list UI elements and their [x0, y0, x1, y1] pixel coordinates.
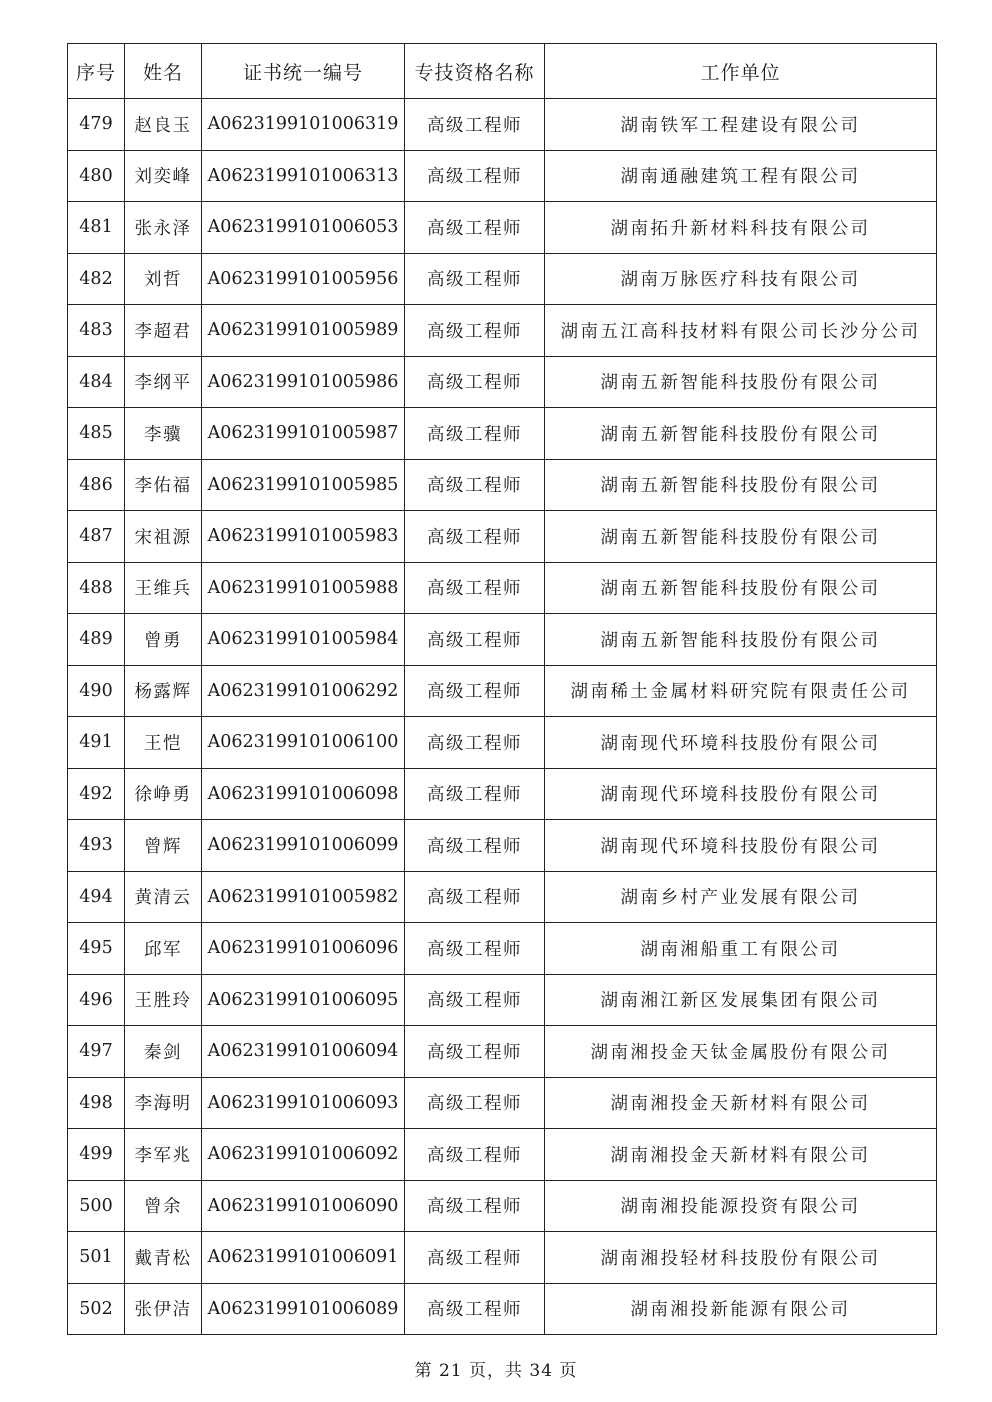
- name-cell: 李军兆: [125, 1129, 202, 1181]
- header-serial: 序号: [68, 44, 125, 99]
- name-cell: 曾勇: [125, 614, 202, 666]
- qualification-cell: 高级工程师: [405, 974, 545, 1026]
- employer-cell: 湖南五新智能科技股份有限公司: [545, 356, 937, 408]
- serial-cell: 485: [68, 408, 125, 460]
- name-cell: 秦剑: [125, 1026, 202, 1078]
- table-row: [68, 1026, 937, 1078]
- qualification-cell: 高级工程师: [405, 253, 545, 305]
- serial-cell: 500: [68, 1180, 125, 1232]
- qualification-cell: 高级工程师: [405, 1077, 545, 1129]
- table-row: [68, 1283, 937, 1335]
- name-cell: 刘奕峰: [125, 150, 202, 202]
- table-row: [68, 253, 937, 305]
- name-cell: 李佑福: [125, 459, 202, 511]
- certificate-number-cell: A0623199101005987: [202, 408, 405, 460]
- qualification-cell: 高级工程师: [405, 459, 545, 511]
- qualification-cell: 高级工程师: [405, 768, 545, 820]
- employer-cell: 湖南五新智能科技股份有限公司: [545, 459, 937, 511]
- employer-cell: 湖南湘投新能源有限公司: [545, 1283, 937, 1335]
- header-name: 姓名: [125, 44, 202, 99]
- employer-cell: 湖南湘投金天新材料有限公司: [545, 1129, 937, 1181]
- table-row: [68, 768, 937, 820]
- employer-cell: 湖南通融建筑工程有限公司: [545, 150, 937, 202]
- certificate-number-cell: A0623199101006100: [202, 717, 405, 769]
- header-qualification: 专技资格名称: [405, 44, 545, 99]
- serial-cell: 486: [68, 459, 125, 511]
- serial-cell: 501: [68, 1232, 125, 1284]
- qualification-cell: 高级工程师: [405, 356, 545, 408]
- employer-cell: 湖南五新智能科技股份有限公司: [545, 614, 937, 666]
- name-cell: 杨露辉: [125, 665, 202, 717]
- employer-cell: 湖南五江高科技材料有限公司长沙分公司: [545, 305, 937, 357]
- name-cell: 李海明: [125, 1077, 202, 1129]
- serial-cell: 498: [68, 1077, 125, 1129]
- certificate-number-cell: A0623199101006093: [202, 1077, 405, 1129]
- employer-cell: 湖南湘投轻材科技股份有限公司: [545, 1232, 937, 1284]
- certificate-number-cell: A0623199101006089: [202, 1283, 405, 1335]
- qualification-cell: 高级工程师: [405, 305, 545, 357]
- certificate-number-cell: A0623199101006090: [202, 1180, 405, 1232]
- qualification-cell: 高级工程师: [405, 820, 545, 872]
- serial-cell: 490: [68, 665, 125, 717]
- name-cell: 徐峥勇: [125, 768, 202, 820]
- certificate-number-cell: A0623199101006099: [202, 820, 405, 872]
- serial-cell: 489: [68, 614, 125, 666]
- employer-cell: 湖南五新智能科技股份有限公司: [545, 562, 937, 614]
- serial-cell: 480: [68, 150, 125, 202]
- table-row: [68, 923, 937, 975]
- serial-cell: 482: [68, 253, 125, 305]
- name-cell: 王维兵: [125, 562, 202, 614]
- employer-cell: 湖南现代环境科技股份有限公司: [545, 820, 937, 872]
- qualification-cell: 高级工程师: [405, 99, 545, 151]
- qualification-cell: 高级工程师: [405, 1180, 545, 1232]
- employer-cell: 湖南五新智能科技股份有限公司: [545, 408, 937, 460]
- name-cell: 邱军: [125, 923, 202, 975]
- certificate-table: [67, 43, 937, 1335]
- table-row: [68, 150, 937, 202]
- name-cell: 李超君: [125, 305, 202, 357]
- table-row: [68, 717, 937, 769]
- certificate-number-cell: A0623199101006313: [202, 150, 405, 202]
- table-row: [68, 820, 937, 872]
- qualification-cell: 高级工程师: [405, 1129, 545, 1181]
- qualification-cell: 高级工程师: [405, 665, 545, 717]
- name-cell: 王恺: [125, 717, 202, 769]
- certificate-number-cell: A0623199101006292: [202, 665, 405, 717]
- table-row: [68, 614, 937, 666]
- table-row: [68, 1180, 937, 1232]
- name-cell: 宋祖源: [125, 511, 202, 563]
- employer-cell: 湖南湘江新区发展集团有限公司: [545, 974, 937, 1026]
- name-cell: 曾余: [125, 1180, 202, 1232]
- name-cell: 戴青松: [125, 1232, 202, 1284]
- name-cell: 黄清云: [125, 871, 202, 923]
- table-row: [68, 871, 937, 923]
- page-number: 第 21 页，共 34 页: [414, 1361, 578, 1381]
- certificate-number-cell: A0623199101006319: [202, 99, 405, 151]
- certificate-number-cell: A0623199101006095: [202, 974, 405, 1026]
- employer-cell: 湖南湘投金天新材料有限公司: [545, 1077, 937, 1129]
- serial-cell: 483: [68, 305, 125, 357]
- serial-cell: 481: [68, 202, 125, 254]
- qualification-cell: 高级工程师: [405, 1283, 545, 1335]
- certificate-number-cell: A0623199101006053: [202, 202, 405, 254]
- serial-cell: 499: [68, 1129, 125, 1181]
- certificate-number-cell: A0623199101006096: [202, 923, 405, 975]
- name-cell: 张永泽: [125, 202, 202, 254]
- table-row: [68, 459, 937, 511]
- name-cell: 曾辉: [125, 820, 202, 872]
- qualification-cell: 高级工程师: [405, 717, 545, 769]
- employer-cell: 湖南乡村产业发展有限公司: [545, 871, 937, 923]
- serial-cell: 495: [68, 923, 125, 975]
- employer-cell: 湖南五新智能科技股份有限公司: [545, 511, 937, 563]
- table-row: [68, 1232, 937, 1284]
- name-cell: 李骥: [125, 408, 202, 460]
- serial-cell: 484: [68, 356, 125, 408]
- employer-cell: 湖南拓升新材料科技有限公司: [545, 202, 937, 254]
- qualification-cell: 高级工程师: [405, 202, 545, 254]
- table-row: [68, 1077, 937, 1129]
- header-row: [68, 44, 937, 99]
- serial-cell: 497: [68, 1026, 125, 1078]
- table-row: [68, 356, 937, 408]
- table-row: [68, 305, 937, 357]
- certificate-number-cell: A0623199101005982: [202, 871, 405, 923]
- employer-cell: 湖南湘投金天钛金属股份有限公司: [545, 1026, 937, 1078]
- serial-cell: 493: [68, 820, 125, 872]
- certificate-number-cell: A0623199101006098: [202, 768, 405, 820]
- name-cell: 赵良玉: [125, 99, 202, 151]
- certificate-number-cell: A0623199101005984: [202, 614, 405, 666]
- name-cell: 王胜玲: [125, 974, 202, 1026]
- qualification-cell: 高级工程师: [405, 614, 545, 666]
- serial-cell: 502: [68, 1283, 125, 1335]
- serial-cell: 494: [68, 871, 125, 923]
- table-row: [68, 1129, 937, 1181]
- serial-cell: 479: [68, 99, 125, 151]
- employer-cell: 湖南万脉医疗科技有限公司: [545, 253, 937, 305]
- name-cell: 李纲平: [125, 356, 202, 408]
- qualification-cell: 高级工程师: [405, 511, 545, 563]
- certificate-number-cell: A0623199101006091: [202, 1232, 405, 1284]
- certificate-number-cell: A0623199101005988: [202, 562, 405, 614]
- employer-cell: 湖南湘投能源投资有限公司: [545, 1180, 937, 1232]
- certificate-number-cell: A0623199101005956: [202, 253, 405, 305]
- serial-cell: 491: [68, 717, 125, 769]
- name-cell: 刘哲: [125, 253, 202, 305]
- header-certificate-number: 证书统一编号: [202, 44, 405, 99]
- qualification-cell: 高级工程师: [405, 923, 545, 975]
- certificate-number-cell: A0623199101006094: [202, 1026, 405, 1078]
- certificate-number-cell: A0623199101005985: [202, 459, 405, 511]
- header-employer: 工作单位: [545, 44, 937, 99]
- table-row: [68, 665, 937, 717]
- serial-cell: 488: [68, 562, 125, 614]
- employer-cell: 湖南现代环境科技股份有限公司: [545, 717, 937, 769]
- qualification-cell: 高级工程师: [405, 150, 545, 202]
- table-row: [68, 974, 937, 1026]
- name-cell: 张伊洁: [125, 1283, 202, 1335]
- table-row: [68, 99, 937, 151]
- table-row: [68, 202, 937, 254]
- employer-cell: 湖南铁军工程建设有限公司: [545, 99, 937, 151]
- qualification-cell: 高级工程师: [405, 871, 545, 923]
- qualification-cell: 高级工程师: [405, 1026, 545, 1078]
- certificate-number-cell: A0623199101005986: [202, 356, 405, 408]
- table-row: [68, 511, 937, 563]
- employer-cell: 湖南稀土金属材料研究院有限责任公司: [545, 665, 937, 717]
- qualification-cell: 高级工程师: [405, 408, 545, 460]
- table-body: [68, 99, 937, 1335]
- certificate-number-cell: A0623199101005989: [202, 305, 405, 357]
- table-header: [68, 44, 937, 99]
- table-row: [68, 562, 937, 614]
- table-row: [68, 408, 937, 460]
- serial-cell: 492: [68, 768, 125, 820]
- employer-cell: 湖南现代环境科技股份有限公司: [545, 768, 937, 820]
- serial-cell: 496: [68, 974, 125, 1026]
- qualification-cell: 高级工程师: [405, 1232, 545, 1284]
- qualification-cell: 高级工程师: [405, 562, 545, 614]
- certificate-number-cell: A0623199101006092: [202, 1129, 405, 1181]
- serial-cell: 487: [68, 511, 125, 563]
- certificate-number-cell: A0623199101005983: [202, 511, 405, 563]
- employer-cell: 湖南湘船重工有限公司: [545, 923, 937, 975]
